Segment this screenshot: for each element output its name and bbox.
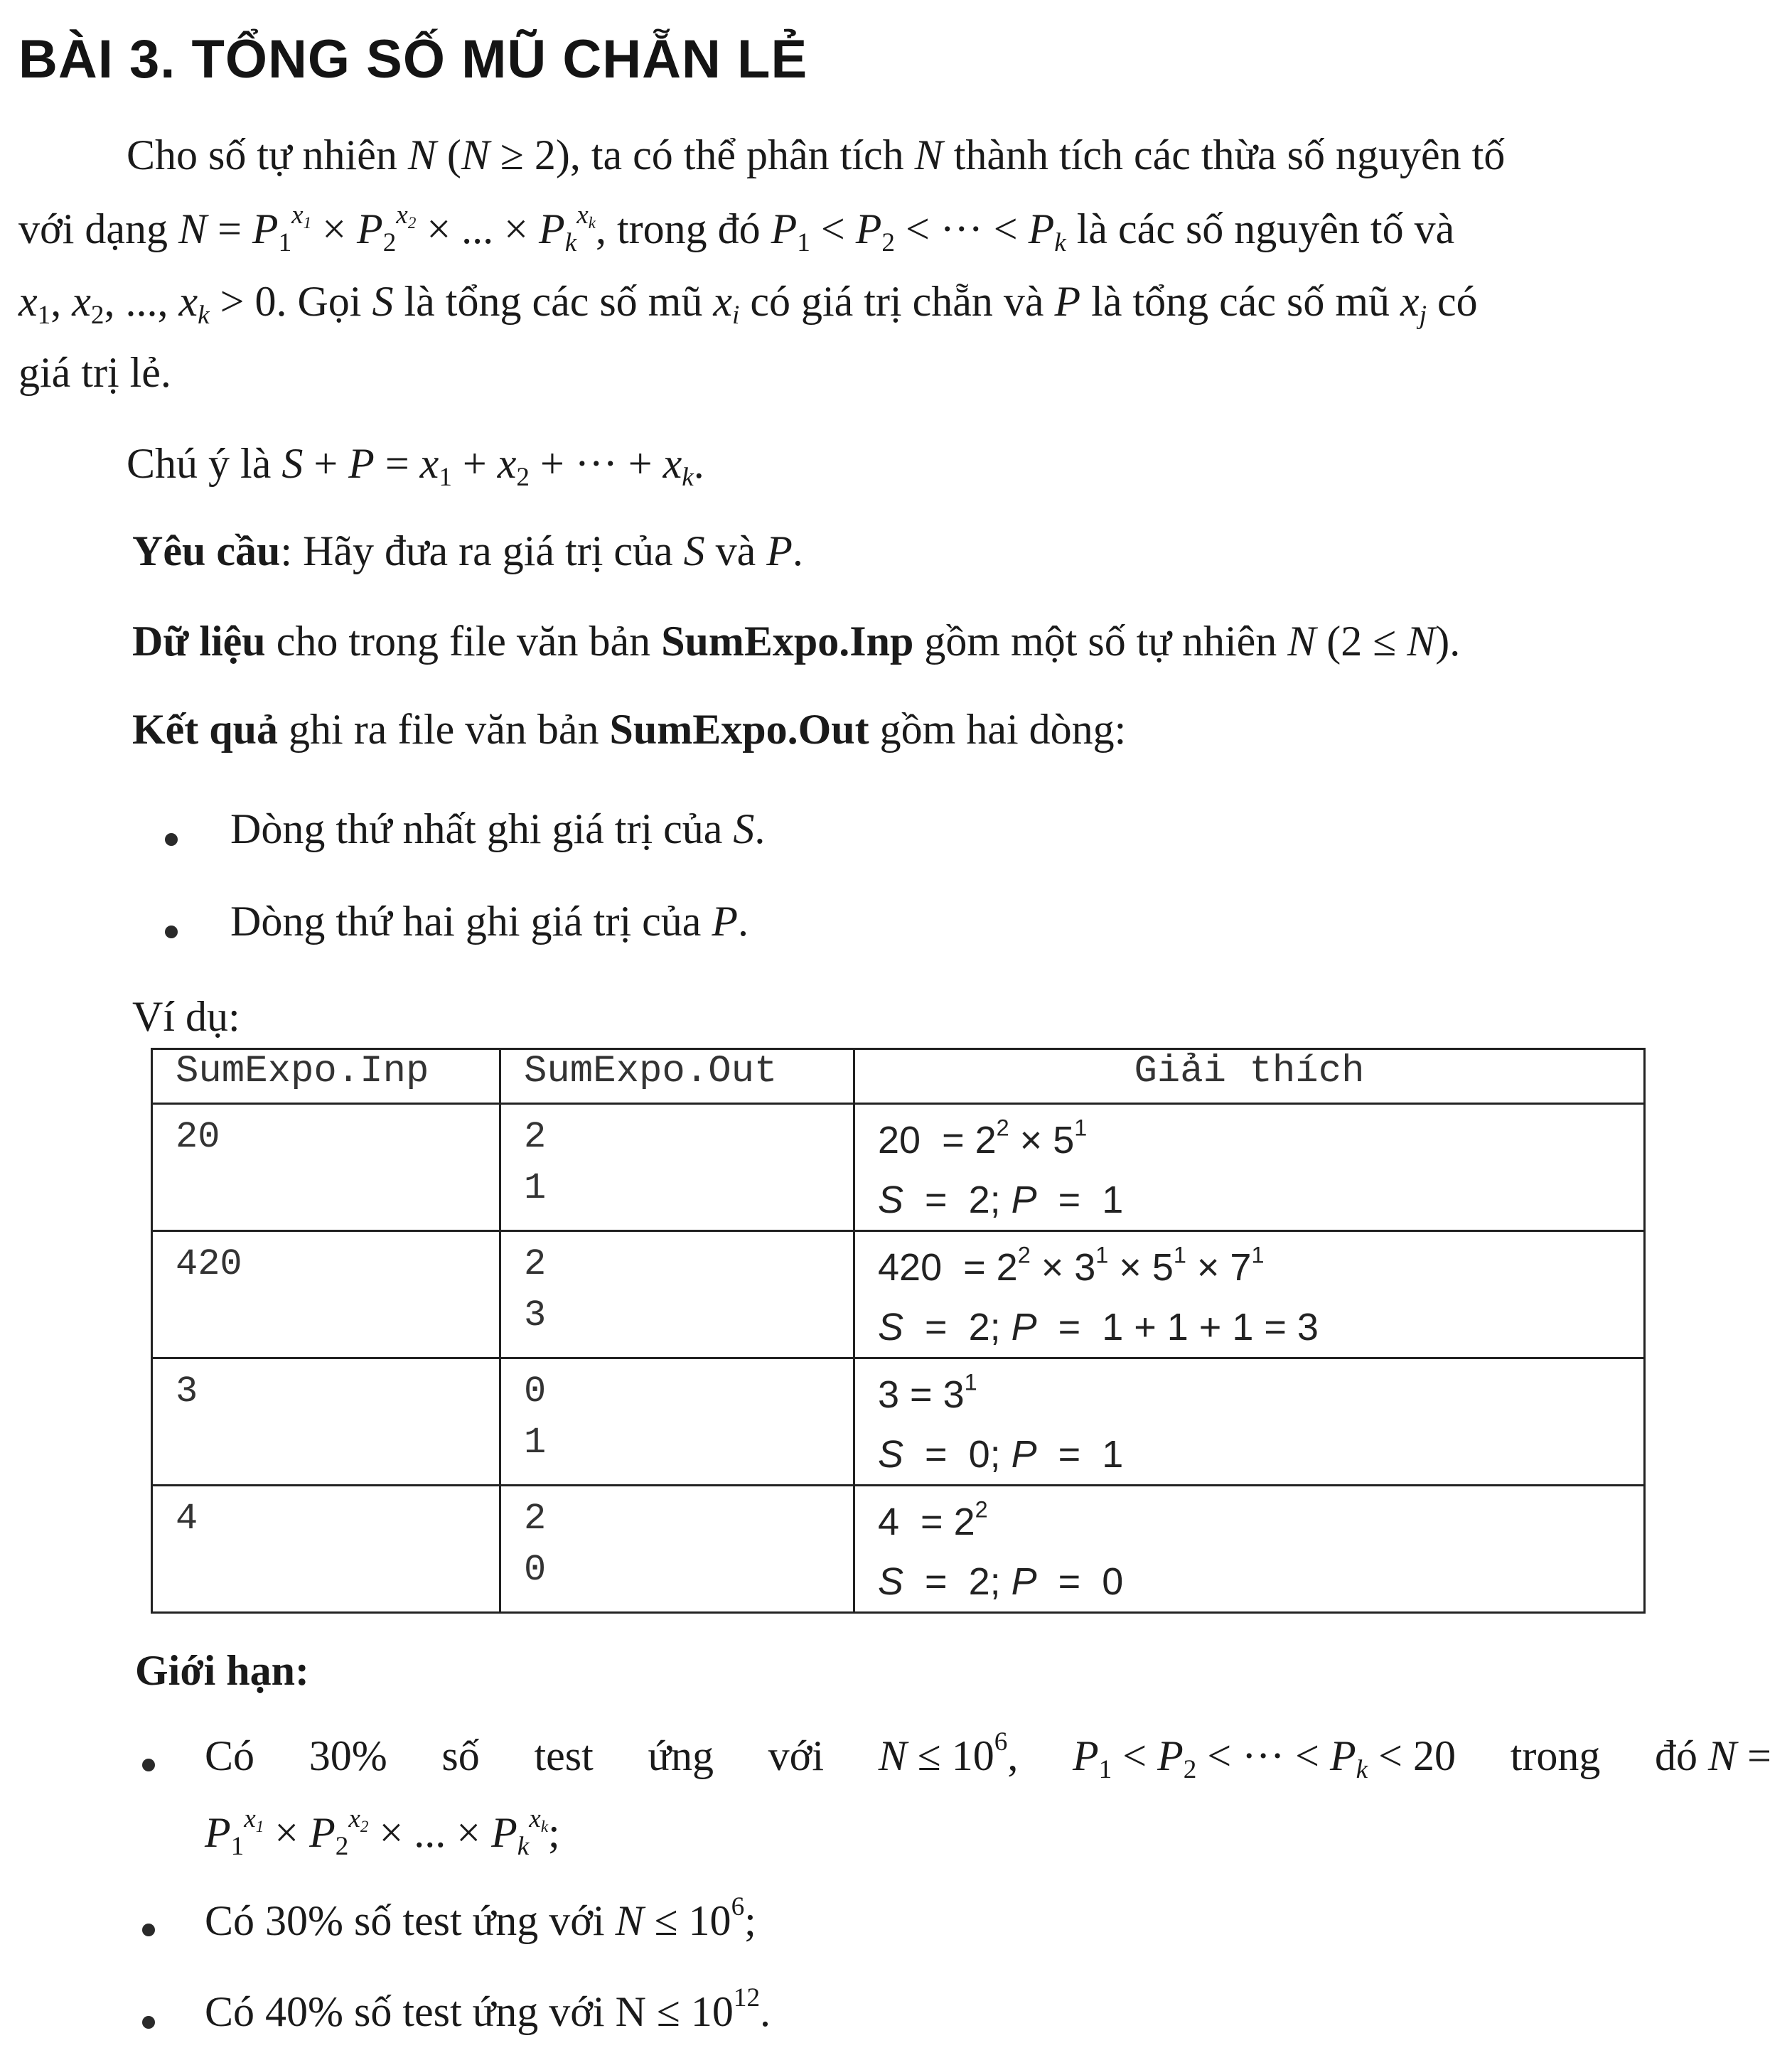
output-line-2: Dòng thứ hai ghi giá trị của P. [230, 898, 749, 945]
intro-line-1: Cho số tự nhiên N (N ≥ 2), ta có thể phân tích N thành tích các thừa số nguyên tố [127, 132, 1506, 178]
problem-title: BÀI 3. TỔNG SỐ MŨ CHẴN LẺ [18, 29, 808, 90]
cell-output: 0 1 [524, 1371, 547, 1464]
output-file-name: SumExpo.Out [609, 706, 869, 753]
output-spec-line: Kết quả ghi ra file văn bản SumExpo.Out gồm hai dòng: [132, 706, 1127, 753]
cell-explanation: $20 = 2^2 \times 5^1$ S = 2; P = 1 [878, 1115, 1124, 1221]
cell-input: 4 [176, 1498, 198, 1540]
cell-input: 420 [176, 1243, 242, 1285]
example-table [151, 1048, 1646, 1614]
bullet-icon [142, 1759, 155, 1771]
input-file-name: SumExpo.Inp [661, 618, 914, 665]
table-row [152, 1104, 1645, 1231]
header-explanation: Giải thích [854, 1049, 1645, 1104]
cell-output: 2 0 [524, 1498, 547, 1591]
note-line: Chú ý là $S + P = x_1 + x_2$ + ··· + $x_k$. [127, 440, 704, 493]
header-output: SumExpo.Out [500, 1049, 854, 1104]
cell-explanation: $4 = 2^2$ S = 2; P = 0 [878, 1496, 1124, 1603]
limits-label: Giới hạn: [135, 1647, 309, 1694]
table-row [152, 1358, 1645, 1486]
input-spec-line: Dữ liệu cho trong file văn bản SumExpo.Inp gồm một số tự nhiên N (2 ≤ N). [132, 618, 1461, 665]
bullet-icon [165, 833, 178, 846]
cell-input: 20 [176, 1116, 220, 1158]
example-label: Ví dụ: [132, 993, 240, 1040]
intro-line-4: giá trị lẻ. [18, 349, 171, 396]
table-row [152, 1486, 1645, 1613]
intro-line-3: $x_1$, $x_2$, ..., $x_k > 0$. Gọi S là tổng các số mũ $x_i$ có giá trị chẵn và P là tổng các số mũ $x_j$ có [18, 278, 1478, 331]
cell-output: 2 1 [524, 1116, 547, 1209]
limit-line-2: Có 30% số test ứng với $N \le 10^6$; [205, 1892, 756, 1944]
bullet-icon [142, 2016, 155, 2029]
input-spec-label: Dữ liệu [132, 618, 266, 665]
cell-input: 3 [176, 1371, 198, 1412]
limit-line-3: Có 40% số test ứng với $N \le 10^{12}$. [205, 1983, 771, 2035]
table-header-row [152, 1049, 1645, 1104]
cell-explanation: $420 = 2^2 \times 3^1 \times 5^1 \times 7^1$ S = 2; P = 1 + 1 + 1 = 3 [878, 1242, 1319, 1348]
header-input: SumExpo.Inp [152, 1049, 500, 1104]
limit-line-1-cont: $P_1^{x_1} \times P_2^{x_2}$ × ... × $P_k^{x_k}$; [205, 1804, 560, 1862]
requirement-label: Yêu cầu [132, 527, 281, 574]
table-row [152, 1231, 1645, 1358]
output-line-1: Dòng thứ nhất ghi giá trị của S. [230, 805, 766, 852]
cell-explanation: $3 = 3^1$ S = 0; P = 1 [878, 1369, 1124, 1476]
intro-line-2: với dạng $N = P_1^{x_1} \times P_2^{x_2}$ × ... × $P_k^{x_k}$, trong đó $P_1 < P_2$ < ··· < $P_k$ là các số nguyên tố và [18, 200, 1455, 258]
bullet-icon [165, 926, 178, 938]
output-spec-label: Kết quả [132, 706, 279, 753]
bullet-icon [142, 1924, 155, 1936]
limit-line-1: Có 30% số test ứng với $N \le 10^6$, $P_1 < P_2$ < ··· < $P_k < 20$ trong đó N = [205, 1727, 1771, 1785]
cell-output: 2 3 [524, 1243, 547, 1336]
requirement-line: Yêu cầu: Hãy đưa ra giá trị của S và P. [132, 527, 803, 574]
